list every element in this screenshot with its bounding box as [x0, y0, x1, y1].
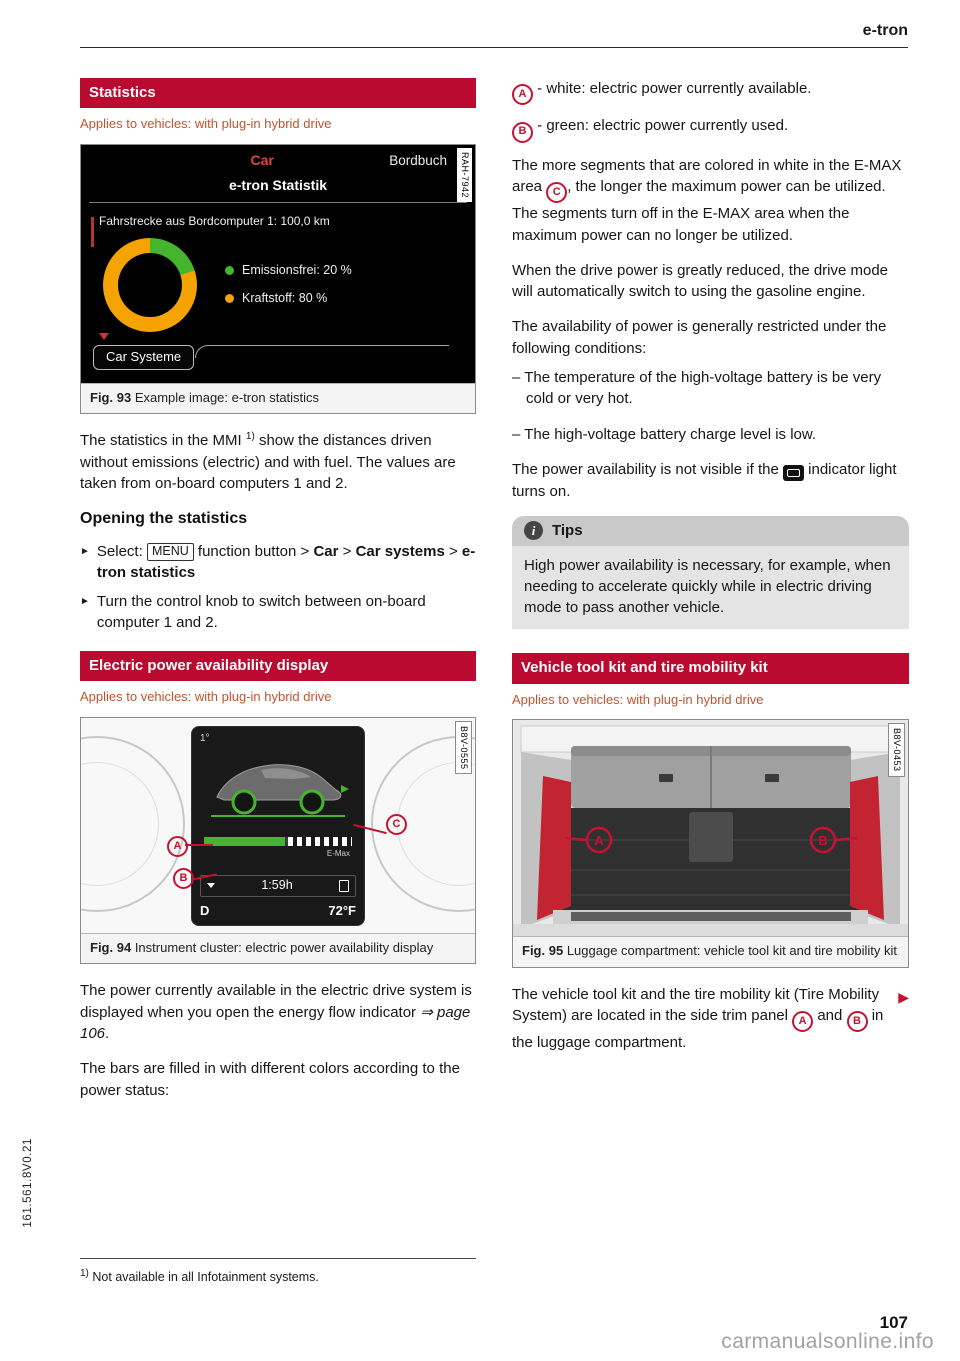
section-banner-power-display: Electric power availability display [80, 651, 476, 681]
marker-a-line [185, 844, 213, 846]
footnote-text-line [80, 1268, 476, 1284]
applies-note: Applies to vehicles: with plug-in hybrid drive [80, 116, 332, 132]
image-code-tag: B8V-0453 [888, 723, 905, 777]
paragraph-toolkit-text2: in the luggage compartment. [512, 1006, 884, 1052]
figure-94-caption-text: Instrument cluster: electric power availability display [134, 939, 434, 955]
bullet1-mid: function button > [197, 542, 310, 560]
footnote-block [80, 1258, 476, 1284]
paragraph-power-available [80, 980, 476, 1044]
fuel-pump-icon [339, 880, 349, 892]
figure-94-caption-label: Fig. 94 [90, 939, 132, 955]
paragraph-toolkit [512, 984, 909, 1054]
power-bar-green-fill [204, 837, 285, 846]
mmi-tab-bordbuch: Bordbuch [389, 152, 447, 168]
bullet1-prefix: Select: [96, 542, 143, 560]
statistics-panel [99, 213, 461, 332]
section-banner-statistics: Statistics [80, 78, 476, 108]
figure-93 [80, 144, 476, 415]
car-graphic [203, 745, 353, 821]
applies-note: Applies to vehicles: with plug-in hybrid drive [512, 691, 764, 707]
condition-temperature: – The temperature of the high-voltage battery is be very cold or very hot. [512, 369, 882, 408]
paragraph-toolkit-and: and [817, 1006, 843, 1024]
center-display [191, 726, 365, 926]
paragraph-statistics [80, 430, 476, 494]
paragraph-restricted: The availability of power is generally restricted under the following conditions: [512, 318, 887, 357]
svg-text:A: A [594, 833, 604, 849]
menu-key: MENU [147, 543, 194, 561]
figure-93-caption-text: Example image: e-tron statistics [134, 389, 320, 405]
marker-b: B [512, 122, 533, 143]
bullet-control-knob [80, 591, 476, 634]
marker-a: A [512, 84, 533, 105]
marker-c: C [546, 182, 567, 203]
emax-label: E-Max [326, 848, 350, 858]
instrument-cluster-image [81, 718, 475, 933]
bullet1-car-systems: Car systems [355, 542, 445, 560]
tips-title: Tips [552, 522, 583, 540]
info-icon: i [524, 521, 543, 540]
bullet-select-menu [80, 541, 476, 584]
outside-temperature: 72°F [328, 903, 356, 919]
bullet-select-text [97, 541, 476, 584]
marker-b: B [847, 1011, 868, 1032]
trunk-illustration [513, 720, 908, 936]
chart-legend [225, 252, 352, 318]
power-bar-white-segments [288, 837, 352, 846]
page-number: 107 [879, 1313, 908, 1332]
paragraph-indicator-text: The power availability is not visible if the [512, 460, 779, 478]
etron-donut-chart [103, 238, 197, 332]
paragraph-reduced-power: When the drive power is greatly reduced, the drive mode will automatically switch to using the gasoline engine. [512, 261, 889, 301]
legend-line-a [512, 78, 909, 105]
mmi-tab-car: Car [250, 151, 274, 168]
legend-dot-green [225, 266, 234, 275]
bullet-triangle-icon: ► [80, 545, 90, 557]
figure-95-caption-label: Fig. 95 [522, 943, 564, 959]
left-gauge [81, 736, 185, 912]
watermark: carmanualsonline.info [721, 1330, 934, 1353]
statistics-chart-row [99, 238, 461, 332]
page-reference: ⇒ page 106 [80, 1003, 471, 1042]
paragraph-indicator [512, 459, 909, 502]
image-code-tag: B8V-0555 [455, 721, 472, 775]
display-info-row [200, 875, 356, 897]
legend-line-b-text: - green: electric power currently used. [537, 117, 789, 135]
legend-dot-orange [225, 294, 234, 303]
heading-opening-statistics: Opening the statistics [80, 510, 248, 528]
paragraph-indicator-text2: indicator light turns on. [512, 460, 897, 500]
right-column [512, 78, 909, 1068]
footnote-number: 1) [80, 1268, 89, 1279]
paragraph-segments-text: The more segments that are colored in white in the E-MAX area [512, 156, 902, 195]
trip-distance-label: Fahrstrecke aus Bordcomputer 1: 100,0 km [99, 213, 330, 228]
header-rule [80, 47, 908, 48]
paragraph-segments [512, 155, 909, 246]
legend-label-kraftstoff: Kraftstoff: 80 % [242, 290, 328, 305]
ev-indicator-icon [783, 465, 804, 481]
cursor-arrow-icon [99, 333, 109, 340]
display-temp-icon: 1° [200, 732, 210, 744]
figure-95 [512, 719, 909, 968]
footnote-text: Not available in all Infotainment systems. [92, 1270, 319, 1285]
figure-93-caption [81, 383, 475, 414]
down-arrow-icon [207, 883, 215, 888]
tips-box [512, 516, 909, 629]
bullet-control-knob-text: Turn the control knob to switch between on-board computer 1 and 2. [96, 592, 426, 631]
marker-a: A [792, 1011, 813, 1032]
marker-b: B [173, 868, 194, 889]
paragraph-toolkit-text: The vehicle tool kit and the tire mobility kit (Tire Mobility System) are located in the side trim panel [512, 985, 880, 1024]
tab-line [195, 345, 449, 358]
tips-header [512, 516, 909, 545]
marker-c: C [386, 814, 407, 835]
figure-93-caption-label: Fig. 93 [90, 389, 132, 405]
svg-text:B: B [818, 833, 828, 849]
legend-label-emissionsfrei: Emissionsfrei: 20 % [242, 262, 352, 277]
bullet1-sep2: > [448, 542, 458, 560]
car-systeme-tab: Car Systeme [93, 345, 194, 370]
continuation-arrow: ▶ [898, 988, 909, 1005]
figure-94 [80, 717, 476, 965]
legend-line-a-text: - white: electric power currently available. [537, 80, 812, 97]
paragraph-power-end: . [105, 1024, 110, 1042]
bullet1-sep1: > [342, 542, 352, 560]
bullet1-car: Car [313, 542, 339, 560]
display-bottom-row [200, 902, 356, 920]
applies-note: Applies to vehicles: with plug-in hybrid drive [80, 689, 332, 705]
footnote-ref: 1) [245, 431, 255, 443]
mmi-top-bar [81, 145, 475, 173]
mmi-tab-row [93, 345, 449, 367]
mmi-screenshot [81, 145, 475, 383]
figure-95-caption [513, 936, 908, 967]
condition-charge-level: – The high-voltage battery charge level is low. [512, 425, 817, 443]
legend-item-kraftstoff [225, 290, 352, 308]
mmi-screen-title: e-tron Statistik [89, 173, 467, 203]
image-code-tag: RAH-7942 [457, 148, 472, 202]
figure-95-caption-text: Luggage compartment: vehicle tool kit and tire mobility kit [566, 943, 898, 959]
paragraph-bars-colors: The bars are filled in with different colors according to the power status: [80, 1060, 460, 1099]
remaining-time: 1:59h [261, 878, 293, 893]
marker-a: A [167, 836, 188, 857]
margin-print-code: 161.561.8V0.21 [22, 1138, 34, 1228]
page-header-title: e-tron [862, 22, 908, 39]
paragraph-statistics-text2: show the distances driven without emissions (electric) and with fuel. The values are taken from on-board computers 1 and 2. [80, 432, 456, 492]
paragraph-segments-text2: , the longer the maximum power can be utilized. The segments turn off in the E-MAX area when the maximum power can no longer be utilized. [512, 177, 886, 244]
figure-94-caption [81, 933, 475, 964]
power-bar [204, 837, 352, 846]
footnote-rule [80, 1258, 476, 1259]
section-banner-toolkit: Vehicle tool kit and tire mobility kit [512, 653, 909, 683]
paragraph-statistics-text: The statistics in the MMI [80, 432, 242, 450]
bullet1-etron-statistics: e-tron statistics [96, 542, 476, 582]
bullet-triangle-icon: ► [80, 595, 90, 607]
paragraph-power-text: The power currently available in the electric drive system is displayed when you open the energy flow indicator [80, 982, 472, 1021]
luggage-compartment-image [513, 720, 908, 936]
legend-item-emissionsfrei [225, 262, 352, 280]
tips-body: High power availability is necessary, for example, when needing to accelerate quickly while in electric driving mode to pass another vehicle. [512, 546, 909, 630]
left-column [80, 78, 476, 1115]
legend-line-b [512, 115, 909, 142]
gear-indicator: D [200, 903, 210, 919]
